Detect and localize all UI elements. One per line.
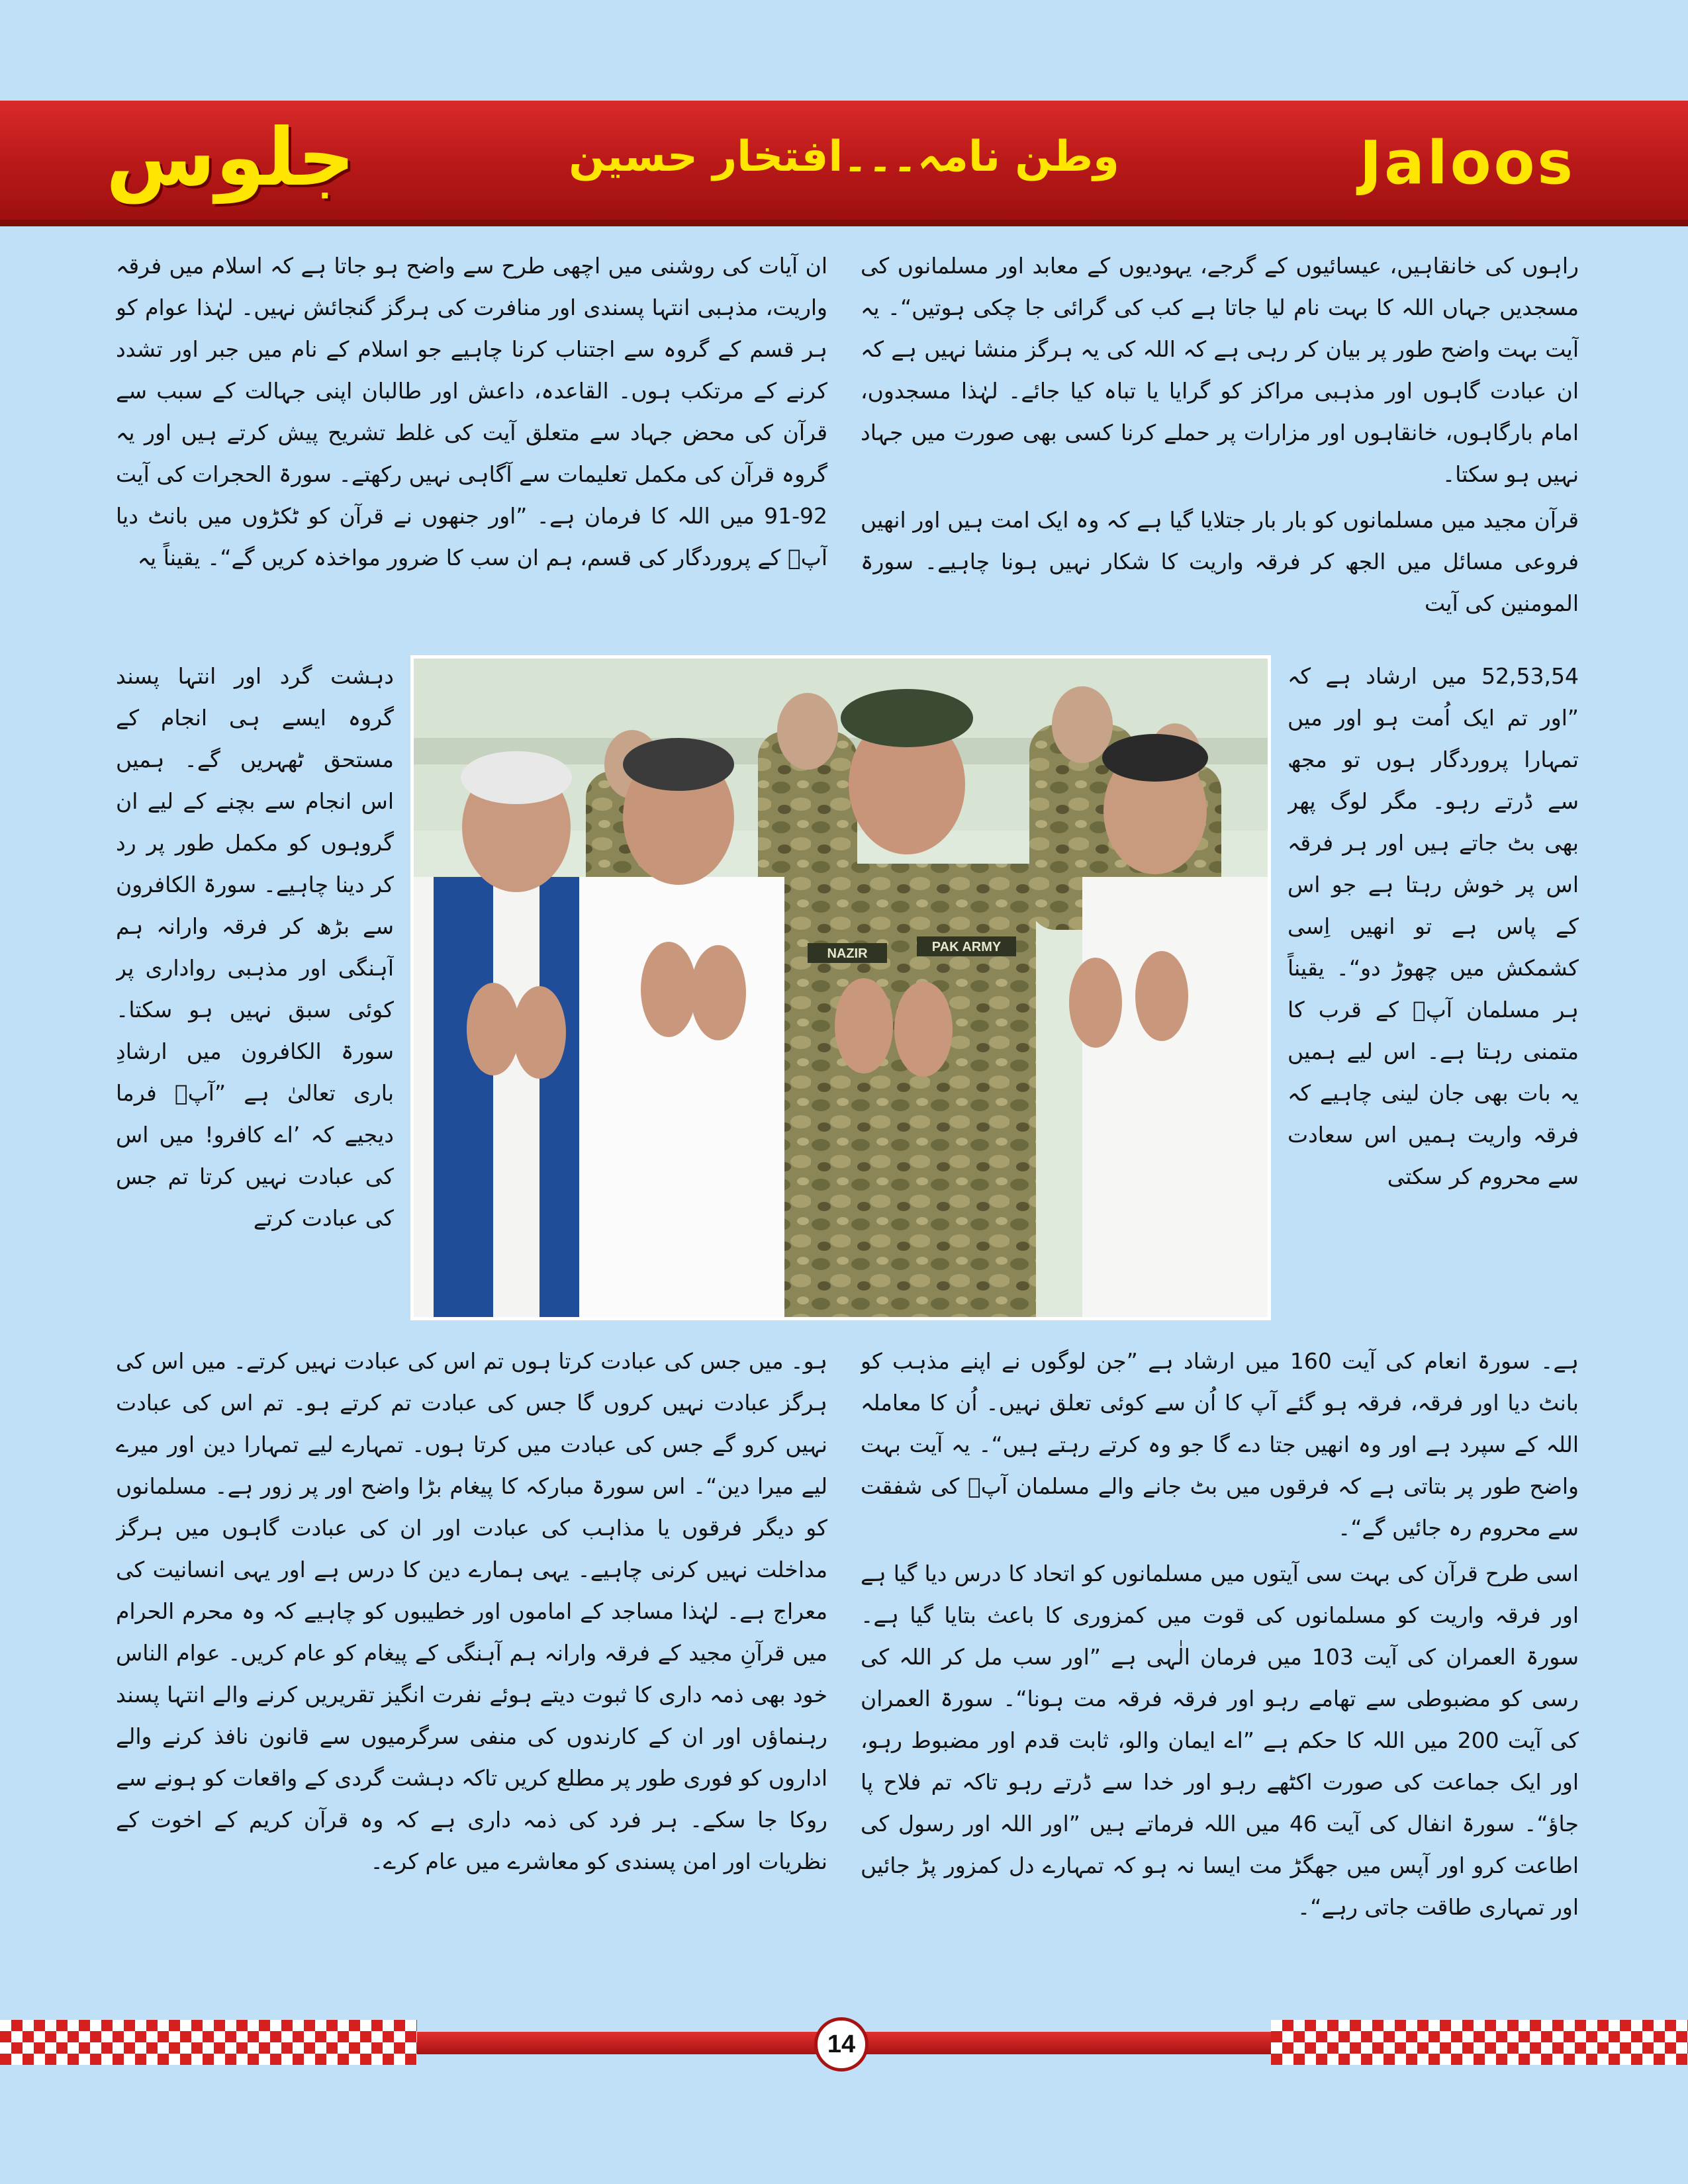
urdu-logo: جلوس bbox=[106, 112, 355, 204]
left-column-bottom bbox=[116, 1340, 827, 1989]
latin-logo: Jaloos bbox=[1359, 128, 1575, 198]
news-photo bbox=[410, 655, 1271, 1320]
left-narrow-column bbox=[116, 655, 394, 1324]
right-column-bottom bbox=[861, 1340, 1579, 1989]
article-title: وطن نامہ۔۔۔افتخار حسین bbox=[569, 132, 1119, 181]
army-tape: PAK ARMY bbox=[931, 940, 1002, 954]
paragraph: دہشت گرد اور انتہا پسند گروہ ایسے ہی انجام کے مستحق ٹھہریں گے۔ ہمیں اس انجام سے بچنے کے لیے ان گروہوں کو مکمل طور پر رد کر دینا چاہیے۔ سورۃ الکافرون سے بڑھ کر فرقہ وارانہ ہم آہنگی اور مذہبی رواداری پر کوئی سبق نہیں ہو سکتا۔ سورۃ الکافرون میں ارشادِ باری تعالیٰ ہے ”آپؐ فرما دیجیے کہ ’اے کافرو! میں اس کی عبادت نہیں کرتا تم جس کی عبادت کرتے bbox=[116, 663, 394, 1231]
page-footer bbox=[0, 2005, 1688, 2078]
paragraph: ہے۔ سورۃ انعام کی آیت 160 میں ارشاد ہے ”جن لوگوں نے اپنے مذہب کو بانٹ دیا اور فرقہ، فرقہ ہو گئے آپ کا اُن سے کوئی تعلق نہیں۔ اُن کا معاملہ اللہ کے سپرد ہے اور وہ انھیں جتا دے گا جو وہ کرتے رہتے ہیں“۔ یہ آیت بہت واضح طور پر بتاتی ہے کہ فرقوں میں بٹ جانے والے مسلمان آپؐ کی شفقت سے محروم رہ جائیں گے“۔ bbox=[861, 1348, 1579, 1541]
right-column-top bbox=[861, 245, 1579, 655]
photo-illustration bbox=[414, 659, 1268, 1317]
right-narrow-column bbox=[1288, 655, 1579, 1324]
masthead bbox=[0, 101, 1688, 226]
paragraph: قرآن مجید میں مسلمانوں کو بار بار جتلایا گیا ہے کہ وہ ایک امت ہیں اور انھیں فروعی مسائل میں الجھ کر فرقہ واریت کا شکار نہیں ہونا چاہیے۔ سورۃ المومنین کی آیت bbox=[861, 507, 1579, 616]
paragraph: اسی طرح قرآن کی بہت سی آیتوں میں مسلمانوں کو اتحاد کا درس دیا گیا ہے اور فرقہ واریت کو مسلمانوں کی قوت میں کمزوری کا باعث بتایا گیا ہے۔ سورۃ العمران کی آیت 103 میں فرمان الٰہی ہے ”اور سب مل کر اللہ کی رسی کو مضبوطی سے تھامے رہو اور فرقہ فرقہ مت ہونا“۔ سورۃ العمران کی آیت 200 میں اللہ کا حکم ہے ”اے ایمان والو، ثابت قدم اور مضبوط رہو، اور ایک جماعت کی صورت اکٹھے رہو اور خدا سے ڈرتے رہو تاکہ تم فلاح پا جاؤ“۔ سورۃ انفال کی آیت 46 میں اللہ فرماتے ہیں ”اور اللہ اور رسول کی اطاعت کرو اور آپس میں جھگڑ مت ایسا نہ ہو کہ تمہارے دل کمزور پڑ جائیں اور تمہاری طاقت جاتی رہے“۔ bbox=[861, 1561, 1579, 1920]
paragraph: ان آیات کی روشنی میں اچھی طرح سے واضح ہو جاتا ہے کہ اسلام میں فرقہ واریت، مذہبی انتہا پسندی اور منافرت کی ہرگز گنجائش نہیں۔ لہٰذا عوام کو ہر قسم کے گروہ سے اجتناب کرنا چاہیے جو اسلام کے نام میں جبر اور تشدد کرنے کے مرتکب ہوں۔ القاعدہ، داعش اور طالبان اپنی جہالت کے سبب سے قرآن کی محض جہاد سے متعلق آیت کی غلط تشریح پیش کرتے ہیں اور یہ گروہ قرآن کی مکمل تعلیمات سے آگاہی نہیں رکھتے۔ سورۃ الحجرات کی آیت 92-91 میں اللہ کا فرمان ہے۔ ”اور جنھوں نے قرآن کو ٹکڑوں میں بانٹ دیا آپؐ کے پروردگار کی قسم، ہم ان سب کا ضرور مواخذہ کریں گے“۔ یقیناً یہ bbox=[116, 253, 827, 570]
left-column-top bbox=[116, 245, 827, 655]
paragraph: ہو۔ میں جس کی عبادت کرتا ہوں تم اس کی عبادت نہیں کرتے۔ میں اس کی ہرگز عبادت نہیں کروں گا جس کی عبادت تم کرتے ہو۔ تم اس کی عبادت نہیں کرو گے جس کی عبادت میں کرتا ہوں۔ تمہارے لیے تمہارا دین اور میرے لیے میرا دین“۔ اس سورۃ مبارکہ کا پیغام بڑا واضح اور پر زور ہے۔ مسلمانوں کو دیگر فرقوں یا مذاہب کی عبادت اور ان کی عبادت گاہوں میں ہرگز مداخلت نہیں کرنی چاہیے۔ یہی ہمارے دین کا درس ہے اور یہی انسانیت کی معراج ہے۔ لہٰذا مساجد کے اماموں اور خطیبوں کو چاہیے کہ وہ محرم الحرام میں قرآنِ مجید کے فرقہ وارانہ ہم آہنگی کے پیغام کو عام کریں۔ عوام الناس خود بھی ذمہ داری کا ثبوت دیتے ہوئے نفرت انگیز تقریریں کرنے والے انتہا پسند رہنماؤں اور ان کے کارندوں کی منفی سرگرمیوں سے قانون نافذ کرنے والے اداروں کو فوری طور پر مطلع کریں تاکہ دہشت گردی کے واقعات کو ہونے سے روکا جا سکے۔ ہر فرد کی ذمہ داری ہے کہ وہ قرآن کریم کے اخوت کے نظریات اور امن پسندی کو معاشرے میں عام کرے۔ bbox=[116, 1348, 827, 1874]
checker-pattern-right bbox=[1271, 2020, 1688, 2065]
paragraph: 52,53,54 میں ارشاد ہے کہ ”اور تم ایک اُمت ہو اور میں تمہارا پروردگار ہوں تو مجھ سے ڈرتے رہو۔ مگر لوگ پھر بھی بٹ جاتے ہیں اور ہر فرقہ اس پر خوش رہتا ہے جو اس کے پاس ہے تو انھیں اِسی کشمکش میں چھوڑ دو“۔ یقیناً ہر مسلمان آپؐ کے قرب کا متمنی رہتا ہے۔ اس لیے ہمیں یہ بات بھی جان لینی چاہیے کہ فرقہ واریت ہمیں اس سعادت سے محروم کر سکتی bbox=[1288, 663, 1579, 1189]
checker-pattern-left bbox=[0, 2020, 417, 2065]
page-number: 14 bbox=[814, 2017, 868, 2071]
name-tape: NAZIR bbox=[827, 946, 868, 961]
paragraph: راہوں کی خانقاہیں، عیسائیوں کے گرجے، یہودیوں کے معابد اور مسلمانوں کی مسجدیں جہاں اللہ کا بہت نام لیا جاتا ہے کب کی گرائی جا چکی ہوتیں“۔ یہ آیت بہت واضح طور پر بیان کر رہی ہے کہ اللہ کی یہ ہرگز منشا نہیں ہے کہ ان عبادت گاہوں اور مذہبی مراکز کو گرایا یا تباہ کیا جائے۔ لہٰذا مسجدوں، امام بارگاہوں، خانقاہوں اور مزارات پر حملے کرنا کسی بھی صورت میں جہاد نہیں ہو سکتا۔ bbox=[861, 253, 1579, 487]
